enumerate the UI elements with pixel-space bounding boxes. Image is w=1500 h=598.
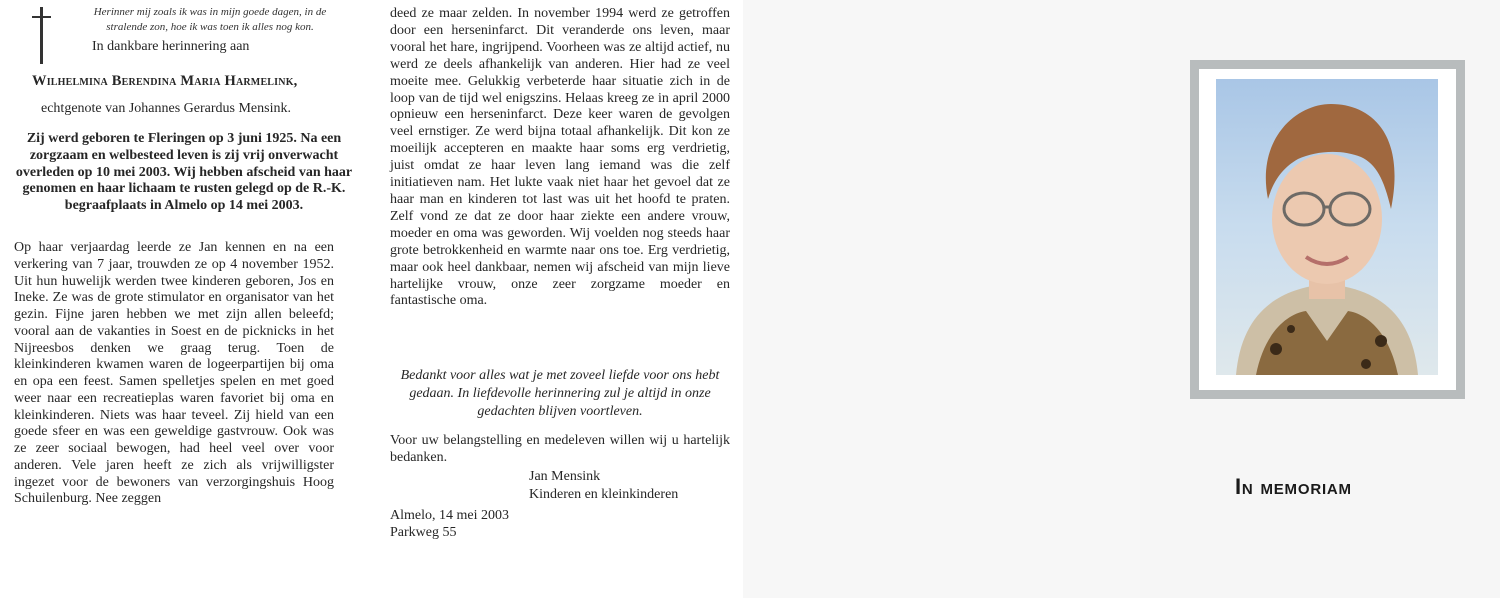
portrait-frame — [1190, 60, 1465, 399]
biography-part-1: Op haar verjaardag leerde ze Jan kennen en na een verkering van 7 jaar, trouwden ze op 4 november 1952. Uit hun huwelijk werden twee kinderen geboren, Jos en Ineke. Ze was de grote stimulator en organisator van het gezin. Fijne jaren hebben we met zijn allen beleefd; vooral aan de vakanties in Soest en de picknicks in het Nijreesbos denken we graag terug. Toen de kleinkinderen kwamen waren de logeerpartijen bij oma en opa een feest. Samen spelletjes spelen en met goed weer naar een recreatieplas waren favoriet bij oma en kleinkinderen. Niets was haar teveel. Zij hield van een goede sfeer en was een geweldige gastvrouw. Ook was ze zeer sociaal bewogen, had heel veel over voor anderen. Vele jaren heeft ze zich als vrijwilligster ingezet voor de bewoners van verzorgingshuis Hoog Schuilenburg. Nee zeggen — [14, 240, 334, 507]
blank-panel — [743, 0, 1140, 598]
cross-icon — [40, 7, 43, 64]
thanks-for-interest: Voor uw belangstelling en medeleven willen wij u hartelijk bedanken. — [390, 433, 730, 465]
cover-panel — [1140, 0, 1500, 598]
biography-part-2: deed ze maar zelden. In november 1994 werd ze getroffen door een herseninfarct. Dit veranderde ons leven, maar vooral het hare, ingrijpend. Voorheen was ze altijd actief, nu werd ze deels afhankelijk van anderen. Hier had ze veel moeite mee. Gelukkig verbeterde haar situatie zich in de loop van de tijd wel enigszins. Helaas kreeg ze in april 2000 opnieuw een herseninfarct. Deze keer waren de gevolgen veel ernstiger. Ze werd bijna totaal afhankelijk. Dit kon ze moeilijk accepteren en maakte haar soms erg verdrietig, juist omdat ze haar leven lang iemand was die zelf initiatieven nam. Het lukte vaak niet haar het gevoel dat ze haar man en kinderen tot last was uit het hoofd te praten. Zelf vond ze dat ze door haar ziekte een andere vrouw, moeder en oma was geworden. Wij voelden nog steeds haar grote betrokkenheid en warmte naar ons toe. Erg verdrietig, maar ook heel dankbaar, nemen wij afscheid van mijn lieve hartelijke vrouw, onze zeer zorgzame moeder en fantastische oma. — [390, 6, 730, 309]
poem — [70, 5, 350, 35]
poem-line: Herinner mij zoals ik was in mijn goede dagen, in de — [93, 6, 327, 18]
place-date: Almelo, 14 mei 2003 — [390, 508, 509, 523]
middle-panel — [368, 0, 743, 598]
signature-name: Jan Mensink — [529, 469, 601, 484]
in-memoriam-title: In memoriam — [1235, 474, 1352, 499]
spouse-text: echtgenote van Johannes Gerardus Mensink. — [41, 101, 291, 116]
deceased-name: Wilhelmina Berendina Maria Harmelink, — [32, 73, 298, 89]
poem-line: stralende zon, hoe ik was toen ik alles nog kon. — [106, 21, 314, 33]
portrait-illustration — [1216, 79, 1438, 375]
portrait-mat — [1199, 69, 1456, 390]
left-panel — [0, 0, 368, 598]
address: Parkweg 55 — [390, 525, 457, 540]
portrait-photo — [1216, 79, 1438, 375]
intro-text: In dankbare herinnering aan — [92, 39, 250, 54]
birth-death-paragraph: Zij werd geboren te Fleringen op 3 juni 1925. Na een zorgzaam en welbesteed leven is zij vrij onverwacht overleden op 10 mei 2003. Wij hebben afscheid van haar genomen en haar lichaam te rusten gelegd op de R.-K. begraafplaats in Almelo op 14 mei 2003. — [15, 131, 353, 214]
thanks-quote: Bedankt voor alles wat je met zoveel liefde voor ons hebt gedaan. In liefdevolle herinnering zul je altijd in onze gedachten blijven voortleven. — [400, 368, 720, 419]
signature-family: Kinderen en kleinkinderen — [529, 487, 679, 502]
